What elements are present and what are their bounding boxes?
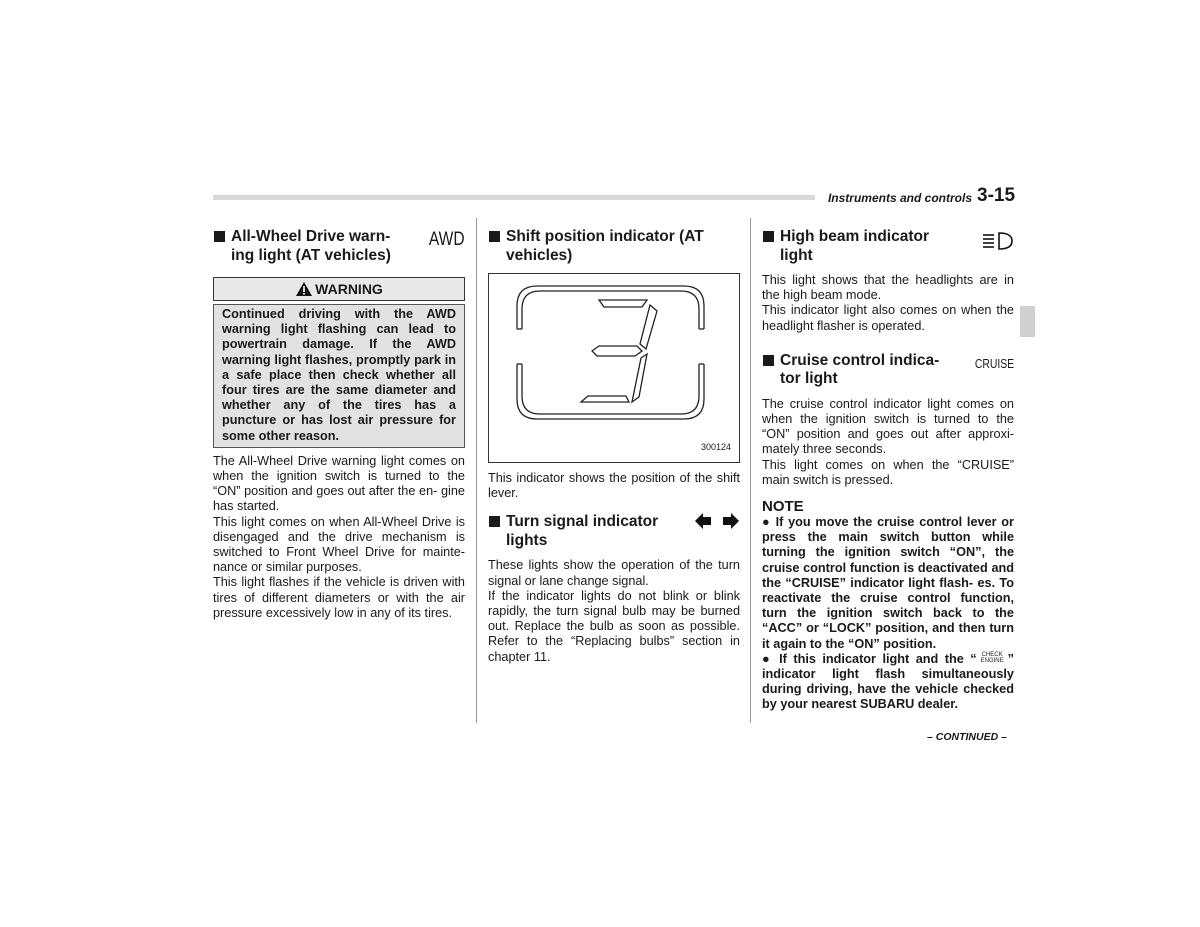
warning-box (213, 304, 465, 448)
shift-heading-text: Shift position indicator (AT vehicles) (506, 228, 704, 264)
page-number: 3-15 (977, 185, 1016, 206)
cruise-heading-text: Cruise control indica- tor light (780, 351, 940, 388)
column-high-beam (762, 228, 1014, 713)
cruise-paragraph-2: This light comes on when the “CRUISE” main switch is pressed. (762, 457, 1014, 487)
high-beam-icon (982, 232, 1014, 256)
note-title: NOTE (762, 498, 804, 516)
check-engine-icon-bottom: ENGINE (980, 657, 1004, 664)
bullet-square (489, 516, 500, 527)
note-item-1: ● If you move the cruise control lever or press the main switch button while turning the ignition switch “ON”, the cruise control function is deactivated and the “CRUISE” indicator light flash- es. To reactivate the cruise control function, turn the ignition switch back to the “ACC” or “LOCK” position, and then turn it again to the “ON” position. (762, 515, 1014, 651)
turn-signal-paragraph-1: These lights show the operation of the turn signal or lane change signal. (488, 558, 740, 588)
warning-text: Continued driving with the AWD warning light flashing can lead to powertrain damage. If the AWD warning light flashes, promptly park in a safe place then check whether all four tires are the same diameter and whether any of the tires has a puncture or has lost air pressure for some other reason. (222, 307, 456, 443)
column-shift (488, 228, 740, 665)
header-rule (213, 195, 815, 200)
cruise-paragraph-1: The cruise control indicator light comes on when the ignition switch is turned to the “ON” position and goes out after approxi- mately three seconds. (762, 396, 1014, 457)
awd-heading (213, 228, 465, 265)
awd-paragraph-3: This light flashes if the vehicle is driven with tires of different diameters or with the air pressure excessively low in any of its tires. (213, 575, 465, 620)
bullet-square (489, 231, 500, 242)
turn-signal-arrows-icon (694, 510, 740, 538)
note-item-2-after: ” indicator light flash simultaneously during driving, have the vehicle checked by your nearest SUBARU dealer. (762, 651, 1014, 712)
warning-header (213, 277, 465, 301)
awd-paragraph-2: This light comes on when All-Wheel Drive is disengaged and the drive mechanism is switched to Front Wheel Drive for mainte- nance or similar purposes. (213, 514, 465, 575)
shift-indicator-illustration (489, 274, 739, 462)
turn-signal-heading-text: Turn signal indicator lights (506, 513, 659, 549)
high-beam-paragraph-1: This light shows that the headlights are in the high beam mode. (762, 273, 1014, 303)
note-item-2: ● If this indicator light and the “ CHECK ENGINE ” indicator light flash simultaneously during driving, have the vehicle checked by your nearest SUBARU dealer. (762, 651, 1014, 712)
warning-label: WARNING (315, 281, 383, 297)
check-engine-icon-top: CHECK (981, 651, 1003, 658)
shift-heading (488, 228, 740, 265)
turn-signal-paragraph-2: If the indicator lights do not blink or blink rapidly, the turn signal bulb may be burned out. Replace the bulb as soon as possible. Refer to the “Replacing bulbs” section in chapter 11. (488, 588, 740, 664)
column-divider-1 (476, 218, 477, 723)
cruise-heading (762, 352, 1014, 389)
awd-heading-text: All-Wheel Drive warn- ing light (AT vehicles) (231, 228, 391, 264)
header-section-title: Instruments and controls (827, 191, 972, 205)
chapter-tab (1020, 306, 1035, 337)
figure-number: 300124 (700, 441, 731, 452)
bullet-square (214, 231, 225, 242)
note-item-1-text: If you move the cruise control lever or press the main switch button while turning the ignition switch “ON”, the cruise control function is deactivated and the “CRUISE” indicator light flash- es. To reactivate the cruise control function, turn the ignition switch back to the “ACC” or “LOCK” position, and then turn it again to the “ON” position. (762, 515, 1014, 651)
check-engine-icon (977, 652, 1008, 664)
awd-paragraph-1: The All-Wheel Drive warning light comes on when the ignition switch is turned to the “ON” position and goes out after the en- gine has started. (213, 453, 465, 514)
shift-paragraph: This indicator shows the position of the shift lever. (488, 471, 740, 501)
awd-icon: AWD (429, 229, 465, 250)
continued-label: – CONTINUED – (927, 731, 1007, 743)
note-item-2-before: If this indicator light and the “ (779, 651, 977, 666)
high-beam-heading-text: High beam indicator light (780, 228, 929, 264)
warning-triangle-icon (295, 281, 313, 297)
column-divider-2 (750, 218, 751, 723)
column-awd (213, 228, 465, 621)
bullet-square (763, 355, 774, 366)
shift-indicator-figure (488, 273, 740, 463)
bullet-square (763, 231, 774, 242)
high-beam-heading (762, 228, 1014, 265)
turn-signal-heading (488, 513, 740, 550)
cruise-icon: CRUISE (974, 355, 1014, 371)
high-beam-paragraph-2: This indicator light also comes on when the headlight flasher is operated. (762, 303, 1014, 333)
